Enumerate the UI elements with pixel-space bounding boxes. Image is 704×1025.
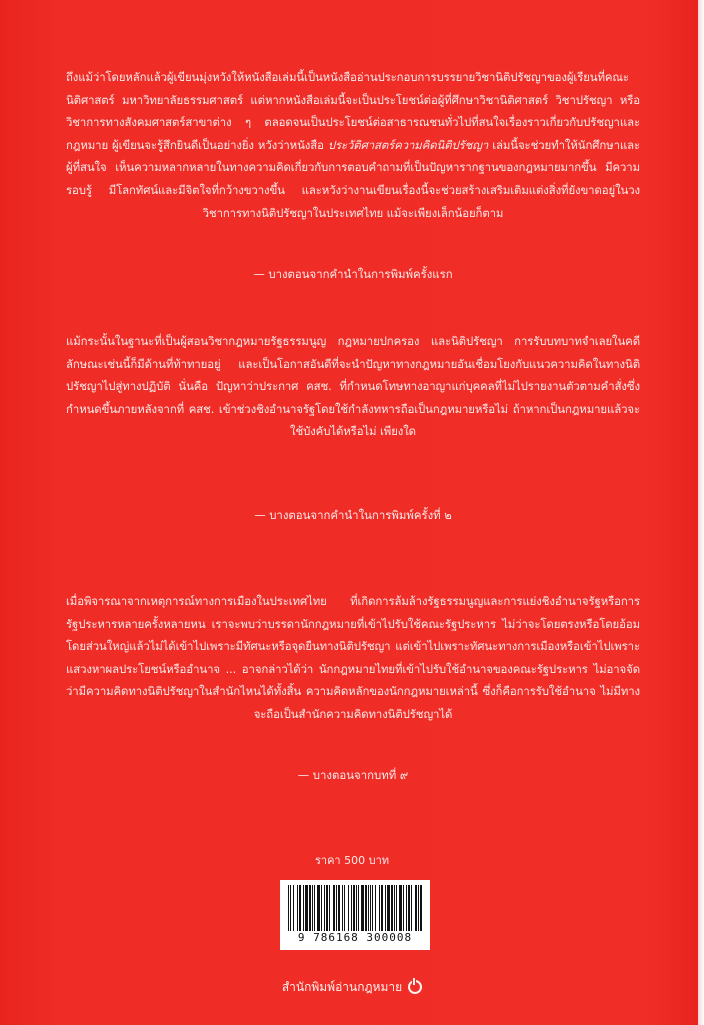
barcode-bar [358, 885, 359, 931]
barcode-bar [356, 885, 357, 931]
barcode-bar [329, 885, 330, 931]
barcode-bar [297, 885, 298, 931]
excerpt-paragraph-3: เมื่อพิจารณาจากเหตุการณ์ทางการเมืองในประเทศไทย ที่เกิดการล้มล้างรัฐธรรมนูญและการแย่งชิงอำนาจรัฐหรือการรัฐประหารหลายครั้งหลายหน เราจะพบว่าบรรดานักกฎหมายที่เข้าไปรับใช้คณะรัฐประหาร ไม่ว่าจะโดยตรงหรือโดยอ้อม โดยส่วนใหญ่แล้วไม่ได้เข้าไปเพราะมีทัศนะหรือจุดยืนทางนิติปรัชญา แต่เข้าไปเพราะทัศนะทางการเมืองหรือเข้าไปเพราะแสวงหาผลประโยชน์หรืออำนาจ ... อาจกล่าวได้ว่า นักกฎหมายไทยที่เข้าไปรับใช้อำนาจของคณะรัฐประหาร ไม่อาจจัดว่ามีความคิดทางนิติปรัชญาในสำนักไหนได้ทั้งสิ้น ความคิดหลักของนักกฎหมายเหล่านี้ ซึ่งก็คือการรับใช้อำนาจ ไม่มีทางจะถือเป็นสำนักความคิดทางนิติปรัชญาได้ [66, 594, 640, 721]
barcode-bar [387, 885, 390, 931]
isbn-barcode [280, 880, 430, 950]
barcode-bar [399, 885, 402, 931]
barcode-bar [333, 885, 335, 931]
barcode-bar [290, 885, 291, 931]
barcode-bar [314, 885, 315, 931]
barcode-bar [317, 885, 320, 931]
barcode-bar [342, 885, 343, 931]
power-icon [408, 980, 422, 994]
excerpt-1-text: ถึงแม้ว่าโดยหลักแล้วผู้เขียนมุ่งหวังให้หนังสือเล่มนี้เป็นหนังสืออ่านประกอบการบรรยายวิชานิติปรัชญาของผู้เรียนที่คณะนิติศาสตร์ มหาวิทยาลัยธรรมศาสตร์ แต่หากหนังสือเล่มนี้จะเป็นประโยชน์ต่อผู้ที่ศึกษาวิชานิติศาสตร์ วิชาปรัชญา หรือวิชาการทางสังคมศาสตร์สาขาต่าง ๆ ตลอดจนเป็นประโยชน์ต่อสาธารณชนทั่วไปที่สนใจเรื่องราวเกี่ยวกับปรัชญาและกฎหมาย ผู้เขียนจะรู้สึกยินดีเป็นอย่างยิ่ง หวังว่าหนังสือ [66, 70, 640, 152]
barcode-bar [408, 885, 410, 931]
barcode-bar [353, 885, 355, 931]
barcode-bar [351, 885, 352, 931]
barcode-bar [293, 885, 294, 931]
barcode-bar [336, 885, 337, 931]
barcode-bar [324, 885, 325, 931]
excerpt-paragraph-2: แม้กระนั้นในฐานะที่เป็นผู้สอนวิชากฎหมายรัฐธรรมนูญ กฎหมายปกครอง และนิติปรัชญา การรับบทบาทจำเลยในคดีลักษณะเช่นนี้ก็มีด้านที่ท้าทายอยู่ และเป็นโอกาสอันดีที่จะนำปัญหาทางกฎหมายอันเชื่อมโยงกับแนวความคิดในทางนิติปรัชญาไปสู่ทางปฏิบัติ นั่นคือ ปัญหาว่าประกาศ คสช. ที่กำหนดโทษทางอาญาแก่บุคคลที่ไม่ไปรายงานตัวตามคำสั่งซึ่งกำหนดขึ้นภายหลังจากที่ คสช. เข้าช่วงชิงอำนาจรัฐโดยใช้กำลังทหารถือเป็นกฎหมายหรือไม่ ถ้าหากเป็นกฎหมายแล้วจะใช้บังคับได้หรือไม่ เพียงใด [66, 334, 640, 439]
barcode-bar [368, 885, 369, 931]
barcode-bar [365, 885, 367, 931]
barcode-bar [418, 885, 419, 931]
barcode-bar [309, 885, 311, 931]
barcode-bar [396, 885, 397, 931]
barcode-bar [394, 885, 395, 931]
barcode-bar [379, 885, 380, 931]
barcode-bar [288, 885, 289, 931]
barcode-bar [338, 885, 340, 931]
barcode-bar [348, 885, 349, 931]
barcode-bar [406, 885, 407, 931]
isbn-number: 9 786168 300008 [297, 931, 413, 944]
excerpt-1-text-end: เล่มนี้จะช่วยทำให้นักศึกษาและผู้ที่สนใจ เห็นความหลากหลายในทางความคิดเกี่ยวกับการตอบคำถามที่เป็นปัญหารากฐานของกฎหมายมากขึ้น มีความรอบรู้ มีโลกทัศน์และมีจิตใจที่กว้างขวางขึ้น และหวังว่างานเขียนเรื่องนี้จะช่วยสร้างเสริมเติมแต่งสิ่งที่ยังขาดอยู่ในวงวิชาการทางนิติปรัชญาในประเทศไทย แม้จะเพียงเล็กน้อยก็ตาม [66, 137, 641, 220]
excerpt-paragraph-1 [66, 66, 640, 224]
attribution-2: — บางตอนจากคำนำในการพิมพ์ครั้งที่ ๒ [254, 508, 452, 522]
attribution-3: — บางตอนจากบทที่ ๙ [297, 768, 409, 782]
barcode-bar [420, 885, 422, 931]
barcode-bar [326, 885, 328, 931]
book-title-italic: ประวัติศาสตร์ความคิดนิติปรัชญา [327, 137, 489, 152]
barcode-bar [375, 885, 376, 931]
barcode-bar [299, 885, 301, 931]
barcode-bar [385, 885, 386, 931]
barcode-bar [403, 885, 404, 931]
price-label: ราคา 500 บาท [314, 854, 390, 867]
barcode-bar [370, 885, 371, 931]
barcode-bar [303, 885, 304, 931]
barcode-bar [381, 885, 383, 931]
barcode-bar [361, 885, 364, 931]
barcode-bars [286, 885, 424, 931]
barcode-bar [411, 885, 412, 931]
attribution-1: — บางตอนจากคำนำในการพิมพ์ครั้งแรก [253, 267, 453, 281]
barcode-bar [305, 885, 308, 931]
barcode-bar [391, 885, 393, 931]
publisher-name: สำนักพิมพ์อ่านกฎหมาย [281, 980, 403, 994]
publisher-line [0, 977, 704, 997]
barcode-bar [372, 885, 373, 931]
page-edge [698, 0, 704, 1025]
barcode-bar [321, 885, 322, 931]
barcode-bar [344, 885, 345, 931]
barcode-bar [415, 885, 417, 931]
barcode-bar [312, 885, 313, 931]
